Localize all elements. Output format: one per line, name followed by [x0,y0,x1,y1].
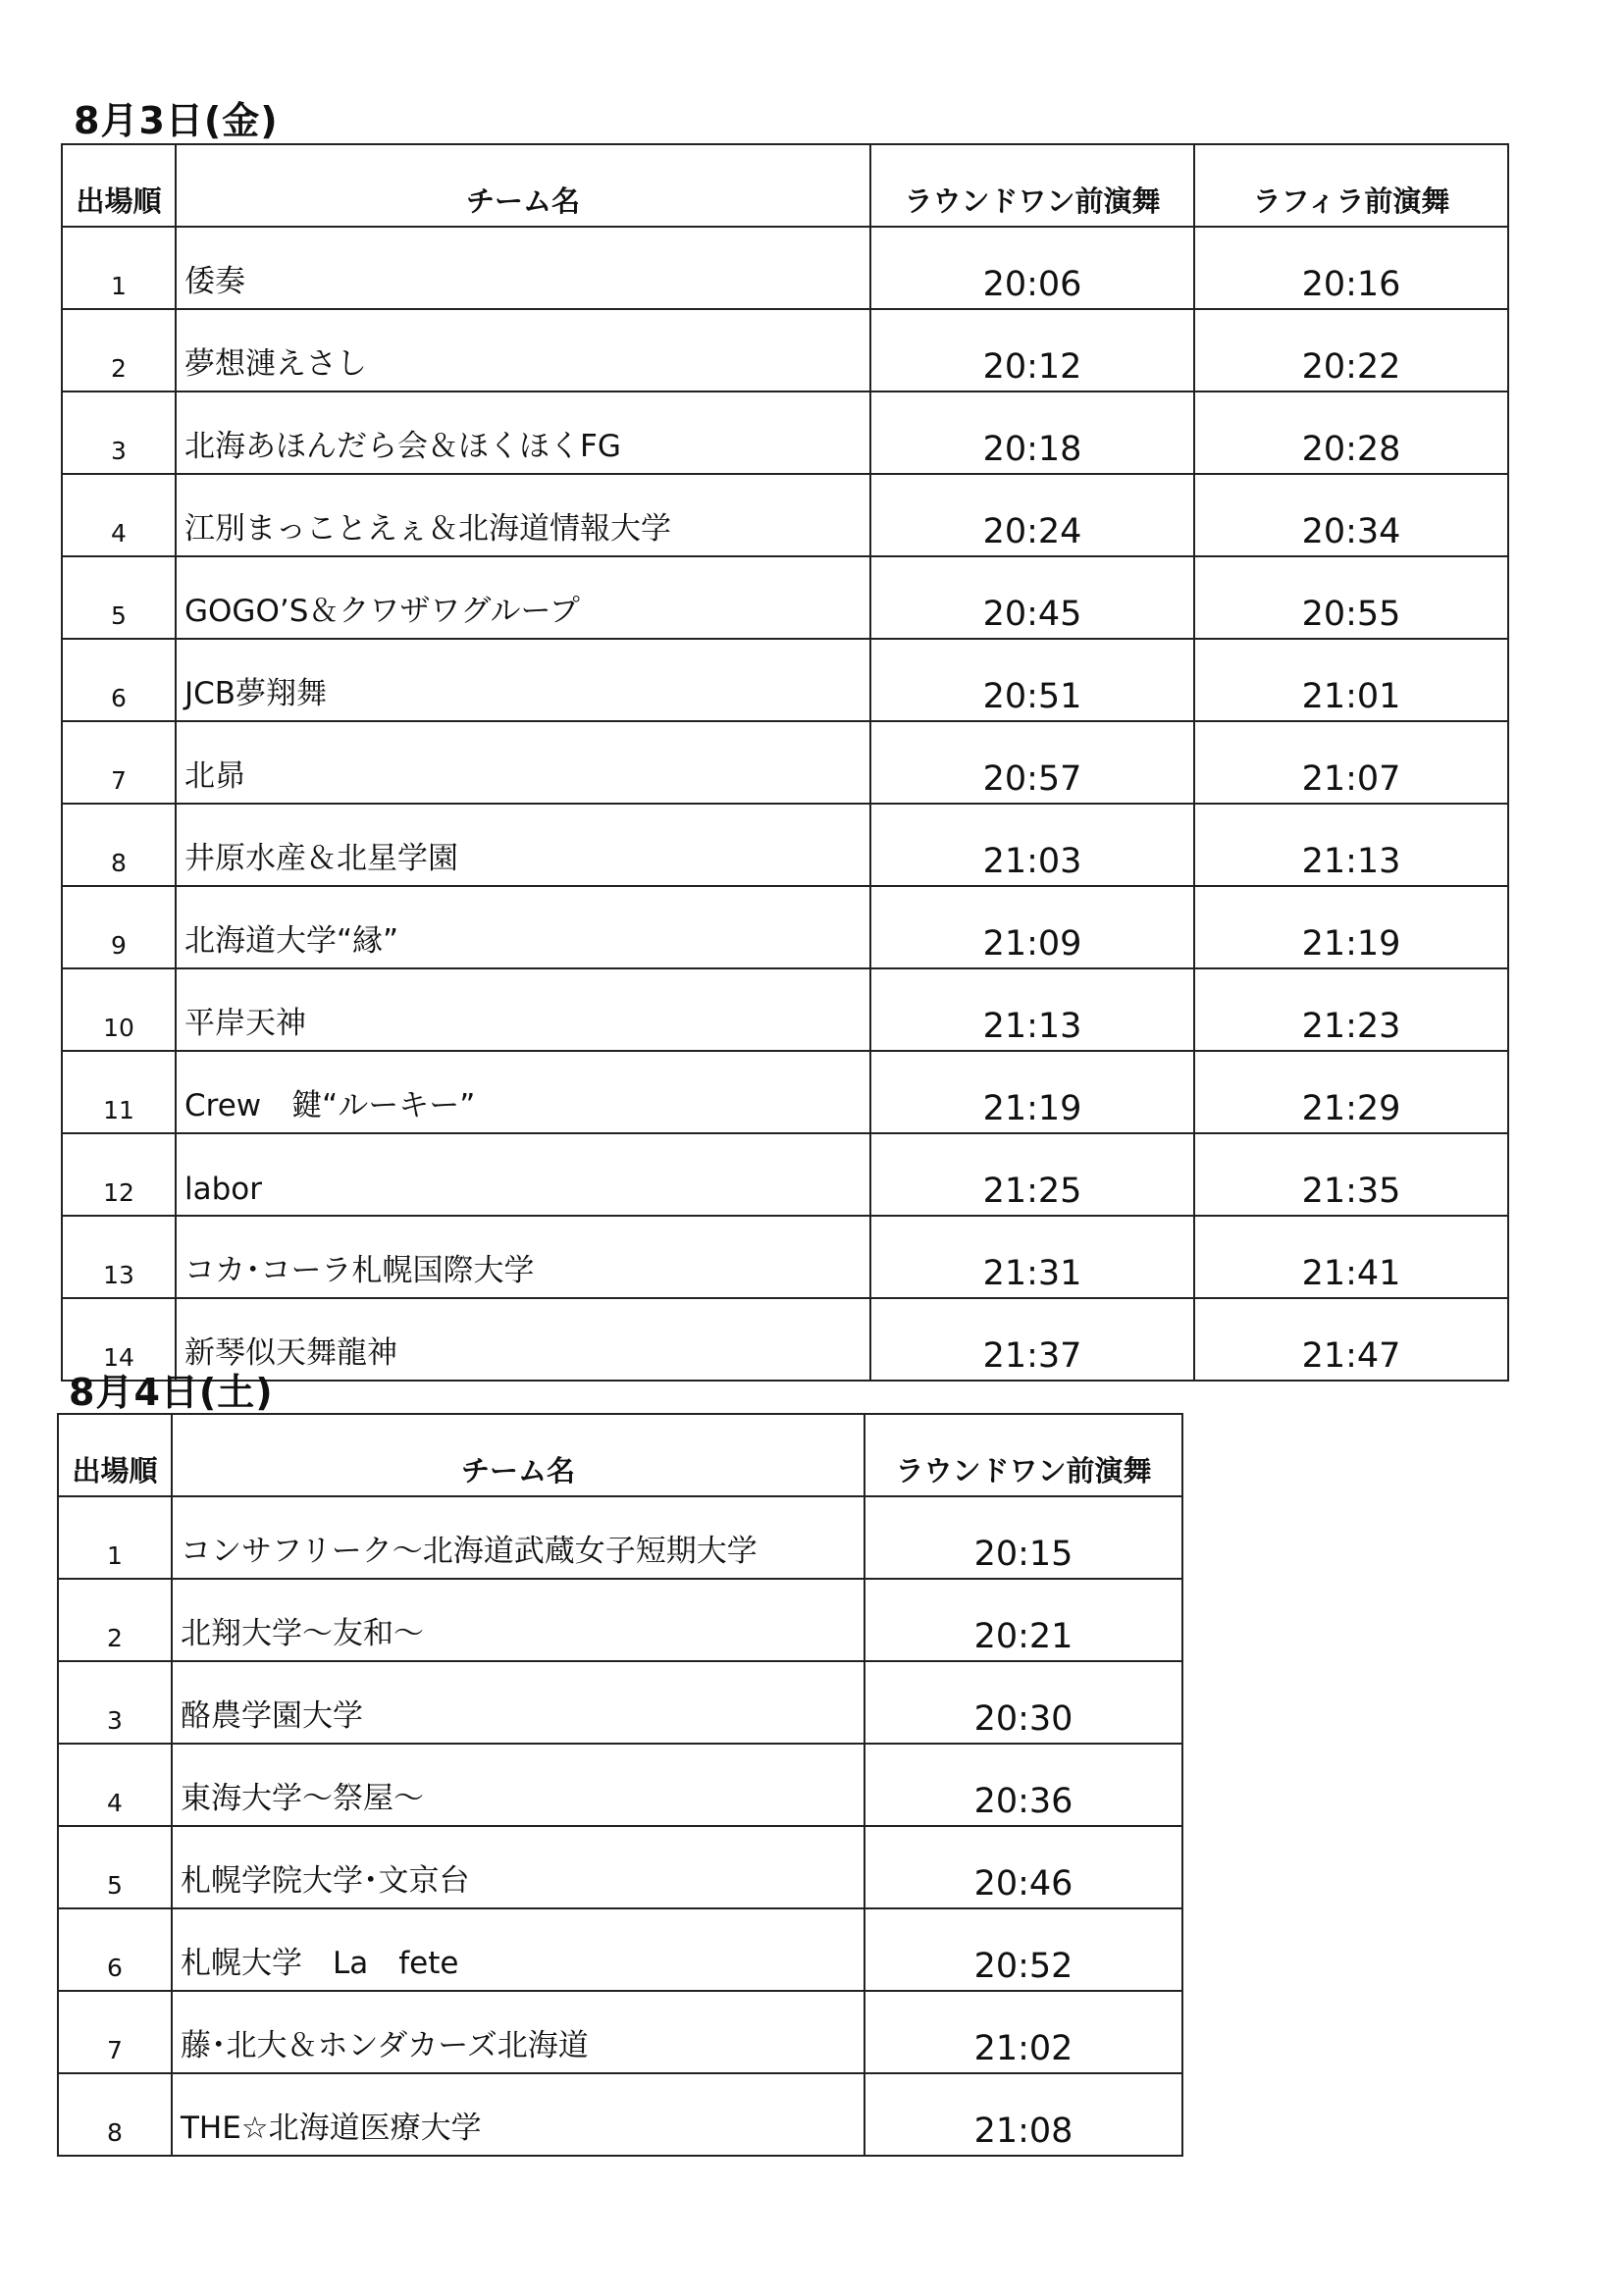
team-name-cell: コンサフリーク～北海道武蔵女子短期大学 [172,1496,864,1579]
table-row [58,1661,1182,1744]
team-name-cell: 藤･北大＆ホンダカーズ北海道 [172,1991,864,2073]
order-number-cell: 14 [62,1298,176,1381]
table-row [62,1298,1508,1381]
round1-time-cell: 20:18 [870,391,1194,474]
order-number-cell: 12 [62,1133,176,1216]
rafira-time-cell: 21:19 [1194,886,1508,968]
round1-time-cell: 20:52 [864,1908,1182,1991]
round1-time-cell: 21:19 [870,1051,1194,1133]
order-number-cell: 2 [62,309,176,391]
table-row [62,1216,1508,1298]
table-row [58,1826,1182,1908]
header-round1: ラウンドワン前演舞 [870,144,1194,227]
team-name-cell: 酪農学園大学 [172,1661,864,1744]
rafira-time-cell: 20:28 [1194,391,1508,474]
round1-time-cell: 20:21 [864,1579,1182,1661]
order-number-cell: 5 [58,1826,172,1908]
header-round1: ラウンドワン前演舞 [864,1414,1182,1496]
round1-time-cell: 20:15 [864,1496,1182,1579]
team-name-cell: 札幌学院大学･文京台 [172,1826,864,1908]
round1-time-cell: 20:57 [870,721,1194,804]
order-number-cell: 4 [62,474,176,556]
table-row [62,556,1508,639]
rafira-time-cell: 20:34 [1194,474,1508,556]
round1-time-cell: 20:06 [870,227,1194,309]
order-number-cell: 8 [58,2073,172,2156]
order-number-cell: 7 [58,1991,172,2073]
team-name-cell: Crew 鍵“ルーキー” [176,1051,870,1133]
rafira-time-cell: 21:47 [1194,1298,1508,1381]
team-name-cell: 井原水産＆北星学園 [176,804,870,886]
table-row [58,1991,1182,2073]
table-row [62,391,1508,474]
table-row [58,1496,1182,1579]
order-number-cell: 4 [58,1744,172,1826]
order-number-cell: 3 [62,391,176,474]
round1-time-cell: 21:02 [864,1991,1182,2073]
table-row [62,1051,1508,1133]
round1-time-cell: 21:03 [870,804,1194,886]
rafira-time-cell: 21:29 [1194,1051,1508,1133]
header-rafira: ラフィラ前演舞 [1194,144,1508,227]
team-name-cell: 夢想漣えさし [176,309,870,391]
header-order: 出場順 [58,1414,172,1496]
round1-time-cell: 20:45 [870,556,1194,639]
round1-time-cell: 21:13 [870,968,1194,1051]
rafira-time-cell: 21:01 [1194,639,1508,721]
team-name-cell: 札幌大学 La fete [172,1908,864,1991]
round1-time-cell: 21:08 [864,2073,1182,2156]
order-number-cell: 7 [62,721,176,804]
round1-time-cell: 21:31 [870,1216,1194,1298]
order-number-cell: 1 [58,1496,172,1579]
round1-time-cell: 20:24 [870,474,1194,556]
header-team: チーム名 [176,144,870,227]
table-row [58,1579,1182,1661]
order-number-cell: 2 [58,1579,172,1661]
rafira-time-cell: 20:55 [1194,556,1508,639]
day2-title: 8月4日(土) [69,1371,274,1414]
order-number-cell: 6 [58,1908,172,1991]
order-number-cell: 13 [62,1216,176,1298]
order-number-cell: 1 [62,227,176,309]
rafira-time-cell: 21:41 [1194,1216,1508,1298]
team-name-cell: 北翔大学～友和～ [172,1579,864,1661]
header-order: 出場順 [62,144,176,227]
day1-schedule-table [61,143,1509,1382]
day1-rows [62,227,1508,1381]
team-name-cell: 北昴 [176,721,870,804]
table-header-row [58,1414,1182,1496]
day1-title: 8月3日(金) [74,99,279,142]
order-number-cell: 8 [62,804,176,886]
table-row [62,886,1508,968]
team-name-cell: 東海大学～祭屋～ [172,1744,864,1826]
order-number-cell: 10 [62,968,176,1051]
team-name-cell: 平岸天神 [176,968,870,1051]
table-row [62,1133,1508,1216]
team-name-cell: labor [176,1133,870,1216]
team-name-cell: 新琴似天舞龍神 [176,1298,870,1381]
table-row [58,2073,1182,2156]
day2-schedule-table [57,1413,1183,2157]
round1-time-cell: 20:36 [864,1744,1182,1826]
round1-time-cell: 20:46 [864,1826,1182,1908]
table-row [62,639,1508,721]
order-number-cell: 11 [62,1051,176,1133]
rafira-time-cell: 20:16 [1194,227,1508,309]
table-row [58,1908,1182,1991]
rafira-time-cell: 21:35 [1194,1133,1508,1216]
team-name-cell: THE☆北海道医療大学 [172,2073,864,2156]
table-header-row [62,144,1508,227]
team-name-cell: 江別まっことえぇ＆北海道情報大学 [176,474,870,556]
rafira-time-cell: 21:13 [1194,804,1508,886]
order-number-cell: 6 [62,639,176,721]
team-name-cell: JCB夢翔舞 [176,639,870,721]
table-row [58,1744,1182,1826]
table-row [62,721,1508,804]
team-name-cell: GOGO’S＆クワザワグループ [176,556,870,639]
order-number-cell: 9 [62,886,176,968]
rafira-time-cell: 20:22 [1194,309,1508,391]
round1-time-cell: 21:09 [870,886,1194,968]
rafira-time-cell: 21:23 [1194,968,1508,1051]
team-name-cell: 北海あほんだら会＆ほくほくFG [176,391,870,474]
order-number-cell: 5 [62,556,176,639]
round1-time-cell: 20:12 [870,309,1194,391]
day2-rows [58,1496,1182,2156]
header-team: チーム名 [172,1414,864,1496]
order-number-cell: 3 [58,1661,172,1744]
round1-time-cell: 21:37 [870,1298,1194,1381]
table-row [62,968,1508,1051]
team-name-cell: 北海道大学“縁” [176,886,870,968]
round1-time-cell: 20:30 [864,1661,1182,1744]
team-name-cell: 倭奏 [176,227,870,309]
table-row [62,309,1508,391]
rafira-time-cell: 21:07 [1194,721,1508,804]
table-row [62,227,1508,309]
table-row [62,804,1508,886]
team-name-cell: コカ･コーラ札幌国際大学 [176,1216,870,1298]
round1-time-cell: 20:51 [870,639,1194,721]
round1-time-cell: 21:25 [870,1133,1194,1216]
table-row [62,474,1508,556]
